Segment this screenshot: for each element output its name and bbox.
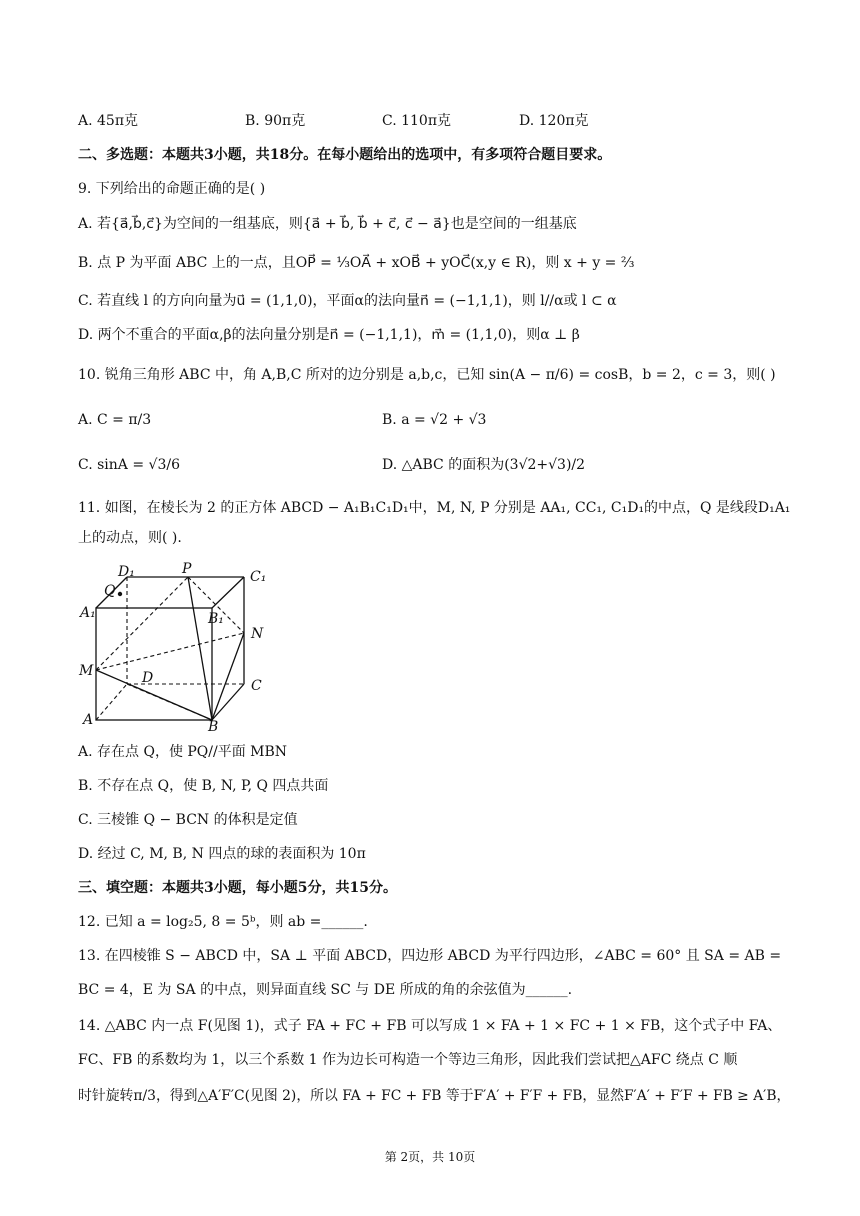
q12-text: 12. 已知 a = log₂5, 8 = 5ᵇ，则 ab =______. bbox=[78, 914, 368, 930]
q10-option-d: D. △ABC 的面积为(3√2+√3)/2 bbox=[382, 457, 586, 473]
point-q bbox=[118, 592, 122, 596]
segment-b-p bbox=[188, 577, 212, 720]
hidden-edge-a-d bbox=[96, 684, 127, 720]
q8-option-b: B. 90π克 bbox=[245, 113, 306, 129]
q8-option-a: A. 45π克 bbox=[78, 113, 139, 129]
q9-option-d: D. 两个不重合的平面α,β的法向量分别是n⃗ = (−1,1,1)，m⃗ = (1,1,0)，则α ⊥ β bbox=[78, 327, 580, 343]
section-heading-fill-blank: 三、填空题：本题共3小题，每小题5分，共15分。 bbox=[78, 880, 397, 896]
label-b: B bbox=[208, 719, 219, 732]
q14-line3: 时针旋转π/3，得到△A′F′C(见图 2)，所以 FA + FC + FB 等于F′A′ + F′F + FB，显然F′A′ + F′F + FB ≥ A′B， bbox=[78, 1088, 791, 1104]
q13-line2: BC = 4，E 为 SA 的中点，则异面直线 SC 与 DE 所成的角的余弦值为______. bbox=[78, 982, 573, 998]
cube-figure bbox=[76, 560, 276, 732]
edge-c1-b1 bbox=[212, 577, 244, 608]
label-n: N bbox=[251, 626, 264, 642]
q14-line1: 14. △ABC 内一点 F(见图 1)，式子 FA + FC + FB 可以写成 1 × FA + 1 × FC + 1 × FB，这个式子中 FA、 bbox=[78, 1018, 782, 1034]
segment-b-n bbox=[212, 633, 244, 720]
hidden-segment-m-n bbox=[96, 633, 244, 670]
page-footer: 第 2页，共 10页 bbox=[384, 1150, 476, 1164]
q9-option-a: A. 若{a⃗,b⃗,c⃗}为空间的一组基底，则{a⃗ + b⃗, b⃗ + c⃗, c⃗ − a⃗}也是空间的一组基底 bbox=[78, 216, 577, 232]
q11-stem-line2: 上的动点，则( ). bbox=[78, 530, 182, 546]
label-p: P bbox=[182, 561, 192, 577]
q10-option-c: C. sinA = √3/6 bbox=[78, 457, 180, 473]
q8-option-d: D. 120π克 bbox=[519, 113, 589, 129]
q8-option-c: C. 110π克 bbox=[382, 113, 452, 129]
q11-option-a: A. 存在点 Q，使 PQ//平面 MBN bbox=[78, 744, 288, 760]
section-heading-multi-choice: 二、多选题：本题共3小题，共18分。在每小题给出的选项中，有多项符合题目要求。 bbox=[78, 147, 612, 163]
label-d: D bbox=[142, 670, 154, 686]
q11-option-d: D. 经过 C, M, B, N 四点的球的表面积为 10π bbox=[78, 846, 366, 862]
q14-line2: FC、FB 的系数均为 1，以三个系数 1 作为边长可构造一个等边三角形，因此我们尝试把△AFC 绕点 C 顺 bbox=[78, 1052, 738, 1068]
q9-stem: 9. 下列给出的命题正确的是( ) bbox=[78, 181, 266, 197]
label-c: C bbox=[251, 678, 262, 694]
q11-option-b: B. 不存在点 Q，使 B, N, P, Q 四点共面 bbox=[78, 778, 329, 794]
q13-line1: 13. 在四棱锥 S − ABCD 中，SA ⊥ 平面 ABCD，四边形 ABCD 为平行四边形，∠ABC = 60° 且 SA = AB = bbox=[78, 948, 782, 964]
q10-stem: 10. 锐角三角形 ABC 中，角 A,B,C 所对的边分别是 a,b,c，已知 sin(A − π/6) = cosB，b = 2，c = 3，则( ) bbox=[78, 367, 776, 383]
edge-c-b bbox=[212, 684, 244, 720]
q10-option-a: A. C = π/3 bbox=[78, 412, 152, 428]
label-q: Q bbox=[104, 583, 116, 599]
q11-option-c: C. 三棱锥 Q − BCN 的体积是定值 bbox=[78, 812, 298, 828]
label-c1: C₁ bbox=[250, 569, 267, 585]
label-b1: B₁ bbox=[208, 611, 224, 627]
label-m: M bbox=[79, 663, 94, 679]
label-a: A bbox=[83, 712, 94, 728]
q9-option-b: B. 点 P 为平面 ABC 上的一点，且OP⃗ = ⅓OA⃗ + xOB⃗ + yOC⃗(x,y ∈ R)，则 x + y = ⅔ bbox=[78, 255, 635, 271]
q9-option-c: C. 若直线 l 的方向向量为u⃗ = (1,1,0)，平面α的法向量n⃗ = (−1,1,1)，则 l//α或 l ⊂ α bbox=[78, 293, 617, 309]
q10-option-b: B. a = √2 + √3 bbox=[382, 412, 487, 428]
q11-stem-line1: 11. 如图，在棱长为 2 的正方体 ABCD − A₁B₁C₁D₁中，M, N, P 分别是 AA₁, CC₁, C₁D₁的中点，Q 是线段D₁A₁ bbox=[78, 500, 791, 516]
cube-front-face bbox=[96, 608, 212, 720]
label-d1: D₁ bbox=[118, 564, 135, 580]
label-a1: A₁ bbox=[80, 605, 96, 621]
